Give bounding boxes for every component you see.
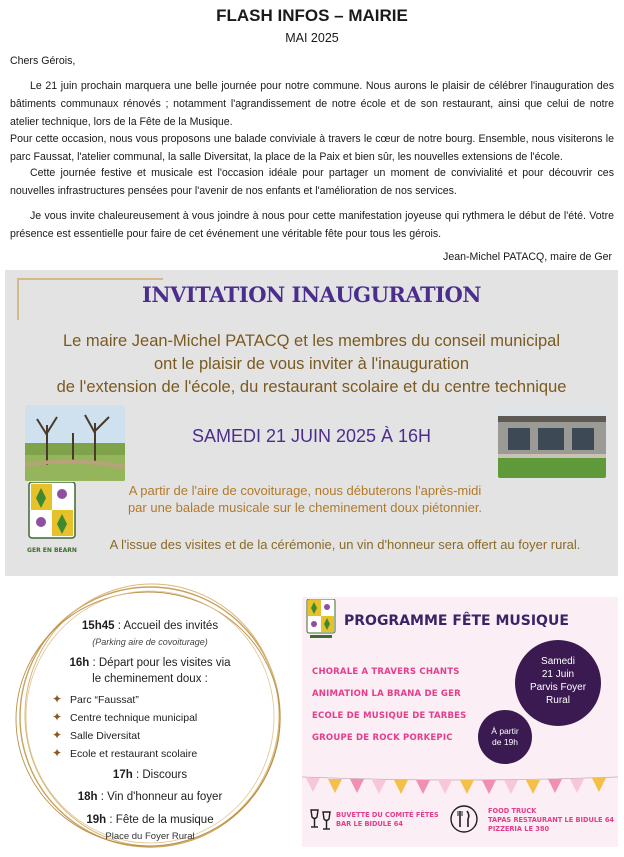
schedule-note: (Parking aire de covoiturage) bbox=[92, 637, 208, 647]
invitation-banner bbox=[5, 270, 618, 576]
letter-paragraph-1-text: Le 21 juin prochain marquera une belle journée pour notre commune. Nous aurons le plaisir de célébrer l'inauguration des bâtiments communaux rénovés ; notamment l'agrandissement de notre école et de son restaurant, ainsi que celui de notre atelier technique, lors de la Fête de la Musique. bbox=[10, 80, 614, 128]
schedule-time: 16h bbox=[69, 657, 90, 669]
buvette-info bbox=[336, 811, 439, 829]
schedule-label: : Vin d'honneur au foyer bbox=[97, 791, 223, 803]
letter-paragraph-1 bbox=[10, 78, 614, 167]
schedule-label: : Fête de la musique bbox=[106, 814, 214, 826]
letter-paragraph-1b-text: Pour cette occasion, nous vous proposons une balade conviviale à travers le cœur de notre bourg. Ensemble, nous visiterons le parc Faussat, l'atelier communal, la salle Diversitat, la place de la Paix et bien sûr, les nouvelles extensions de l'école. bbox=[10, 133, 614, 164]
invitation-date: SAMEDI 21 JUIN 2025 À 16H bbox=[191, 426, 432, 446]
page-title: FLASH INFOS – MAIRIE bbox=[216, 6, 408, 25]
fete-program-item: CHORALE A TRAVERS CHANTS bbox=[312, 667, 460, 677]
invitation-text bbox=[5, 330, 618, 399]
food-truck-info bbox=[488, 807, 614, 834]
schedule-time: 17h bbox=[112, 769, 133, 781]
schedule-time: 15h45 bbox=[81, 620, 115, 632]
star-bullet-icon: ✦ bbox=[52, 692, 63, 706]
fete-program-item: GROUPE DE ROCK PORKEPIC bbox=[312, 733, 453, 743]
wine-glasses-icon bbox=[308, 807, 334, 833]
ger-coat-of-arms-logo bbox=[27, 482, 77, 558]
schedule-time: 18h bbox=[77, 791, 98, 803]
fete-program-item: ECOLE DE MUSIQUE DE TARBES bbox=[312, 711, 467, 721]
bunting-flags-decoration bbox=[302, 775, 618, 797]
fork-knife-icon bbox=[450, 805, 478, 833]
park-photo bbox=[25, 405, 125, 481]
page-subtitle: MAI 2025 bbox=[285, 31, 339, 45]
date-line: Samedi bbox=[541, 656, 575, 667]
star-bullet-icon: ✦ bbox=[52, 746, 63, 760]
fete-musique-program bbox=[302, 597, 618, 847]
visit-item-label: Parc “Faussat” bbox=[70, 694, 139, 706]
invitation-line-1: Le maire Jean-Michel PATACQ et les membres du conseil municipal bbox=[62, 332, 561, 350]
school-photo bbox=[498, 406, 606, 478]
schedule-entry-17h bbox=[34, 769, 266, 781]
invitation-closing-text: A l'issue des visites et de la cérémonie, un vin d'honneur sera offert au foyer rural. bbox=[109, 537, 581, 552]
visit-item-label: Salle Diversitat bbox=[70, 730, 141, 742]
letter-paragraph-2 bbox=[10, 165, 614, 201]
invitation-walk-line-1: A partir de l'aire de covoiturage, nous débuterons l'après-midi bbox=[128, 483, 482, 498]
date-circle-badge bbox=[515, 640, 601, 726]
schedule-visit-item bbox=[52, 728, 140, 742]
schedule-note: Place du Foyer Rural bbox=[105, 831, 195, 842]
schedule-time: 19h bbox=[86, 814, 107, 826]
ger-coat-of-arms-logo bbox=[306, 599, 336, 641]
invitation-line-2: ont le plaisir de vous inviter à l'inauguration bbox=[154, 355, 469, 373]
schedule-entry-19h bbox=[34, 814, 266, 826]
visit-item-label: Ecole et restaurant scolaire bbox=[70, 748, 198, 760]
schedule-label: : Discours bbox=[132, 769, 188, 781]
schedule-visit-item bbox=[52, 746, 197, 760]
time-line: À partir bbox=[491, 726, 519, 736]
fete-program-item: ANIMATION LA BRANA DE GER bbox=[312, 689, 461, 699]
buvette-line: BAR LE BIDULE 64 bbox=[336, 820, 403, 828]
invitation-walk-line-2: par une balade musicale sur le cheminement doux piétonnier. bbox=[127, 500, 483, 515]
letter-paragraph-2-text: Cette journée festive et musicale est l'occasion idéale pour partager un moment de convivialité et pour découvrir ces nouvelles infrastructures pensées pour l'avenir de nos enfants et l'amélioration de nos services. bbox=[10, 167, 614, 197]
letter-paragraph-3-text: Je vous invite chaleureusement à vous joindre à nous pour cette manifestation joyeuse qui rythmera le début de l'été. Votre présence est essentielle pour faire de cet événement une véritable fête pour tous les gérois. bbox=[10, 210, 614, 240]
letter-paragraph-3 bbox=[10, 208, 614, 244]
invitation-walk-text bbox=[95, 482, 515, 516]
schedule-entry-16h bbox=[34, 657, 266, 669]
letter-signature: Jean-Michel PATACQ, maire de Ger bbox=[443, 251, 612, 263]
invitation-line-3: de l'extension de l'école, du restaurant scolaire et du centre technique bbox=[56, 378, 567, 396]
date-line: 21 Juin bbox=[541, 669, 575, 680]
invitation-title: INVITATION INAUGURATION bbox=[142, 282, 481, 307]
date-line: Parvis Foyer bbox=[529, 682, 587, 693]
schedule-visit-item bbox=[52, 692, 139, 706]
fete-program-title: PROGRAMME FÊTE MUSIQUE bbox=[344, 613, 569, 629]
schedule-entry-16h-continued: le cheminement doux : bbox=[92, 673, 208, 685]
food-line: TAPAS RESTAURANT LE BIDULE 64 bbox=[488, 816, 615, 824]
schedule-label: : Accueil des invités bbox=[114, 620, 219, 632]
schedule-visit-item bbox=[52, 710, 197, 724]
time-line: de 19h bbox=[492, 737, 518, 747]
food-line: PIZZERIA LE 380 bbox=[488, 825, 550, 833]
star-bullet-icon: ✦ bbox=[52, 710, 63, 724]
logo-text: GER EN BEARN bbox=[27, 547, 77, 554]
date-line: Rural bbox=[546, 695, 570, 706]
schedule-entry-18h bbox=[34, 791, 266, 803]
buvette-line: BUVETTE DU COMITÉ FÊTES bbox=[336, 811, 439, 819]
time-circle-badge bbox=[478, 710, 532, 764]
visit-item-label: Centre technique municipal bbox=[70, 712, 198, 724]
food-line: FOOD TRUCK bbox=[488, 807, 537, 815]
star-bullet-icon: ✦ bbox=[52, 728, 63, 742]
schedule-label: : Départ pour les visites via bbox=[89, 657, 231, 669]
letter-greeting: Chers Gérois, bbox=[10, 55, 76, 67]
schedule-entry-1545 bbox=[34, 620, 266, 632]
